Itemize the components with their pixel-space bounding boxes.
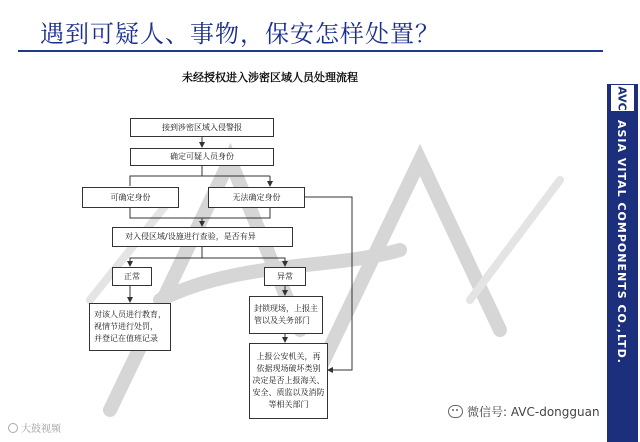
arrow-unidentified-to-inspect — [202, 208, 270, 218]
corner-watermark-text: 大鼓视频 — [21, 424, 61, 435]
play-icon — [8, 423, 18, 433]
flow-branch-identified: 可确定身份 — [82, 187, 179, 208]
company-sidebar: AVC ASIA VITAL COMPONENTS CO.,LTD. — [607, 84, 638, 442]
wechat-label: 微信号: AVC-dongguan — [467, 404, 600, 419]
wechat-id — [448, 402, 600, 420]
arrow-identified-to-inspect — [130, 208, 202, 226]
flow-action-seal: 封锁现场，上报主 管以及关务部门 — [249, 296, 323, 334]
flow-action-normal: 对该人员进行教育， 视情节进行处罚， 并登记在值班记录 — [89, 303, 171, 351]
flow-branch-abnormal: 异常 — [264, 267, 306, 286]
arrow-inspect-to-abnormal — [202, 258, 285, 266]
flowchart-heading: 未经授权进入涉密区域人员处理流程 — [182, 71, 358, 84]
slide-title: 遇到可疑人、事物，保安怎样处置？ — [40, 20, 440, 48]
flow-step-identify: 确定可疑人员身份 — [130, 148, 274, 166]
flow-step-alarm: 接到涉密区域入侵警报 — [130, 118, 274, 137]
company-logo: AVC — [610, 84, 635, 112]
wechat-icon — [448, 405, 463, 418]
flow-step-inspect: 对入侵区域/设施进行查验，是否有异 — [112, 227, 293, 247]
flow-action-report: 上报公安机关，再 依据现场破坏类别 决定是否上报海关、 安全、质监以及消防 等相关部门 — [249, 343, 328, 419]
arrow-identify-split — [130, 166, 202, 186]
flow-branch-unidentified: 无法确定身份 — [208, 187, 305, 208]
flow-branch-normal: 正常 — [112, 267, 152, 286]
arrow-inspect-to-normal — [130, 247, 202, 266]
corner-watermark — [8, 420, 61, 435]
